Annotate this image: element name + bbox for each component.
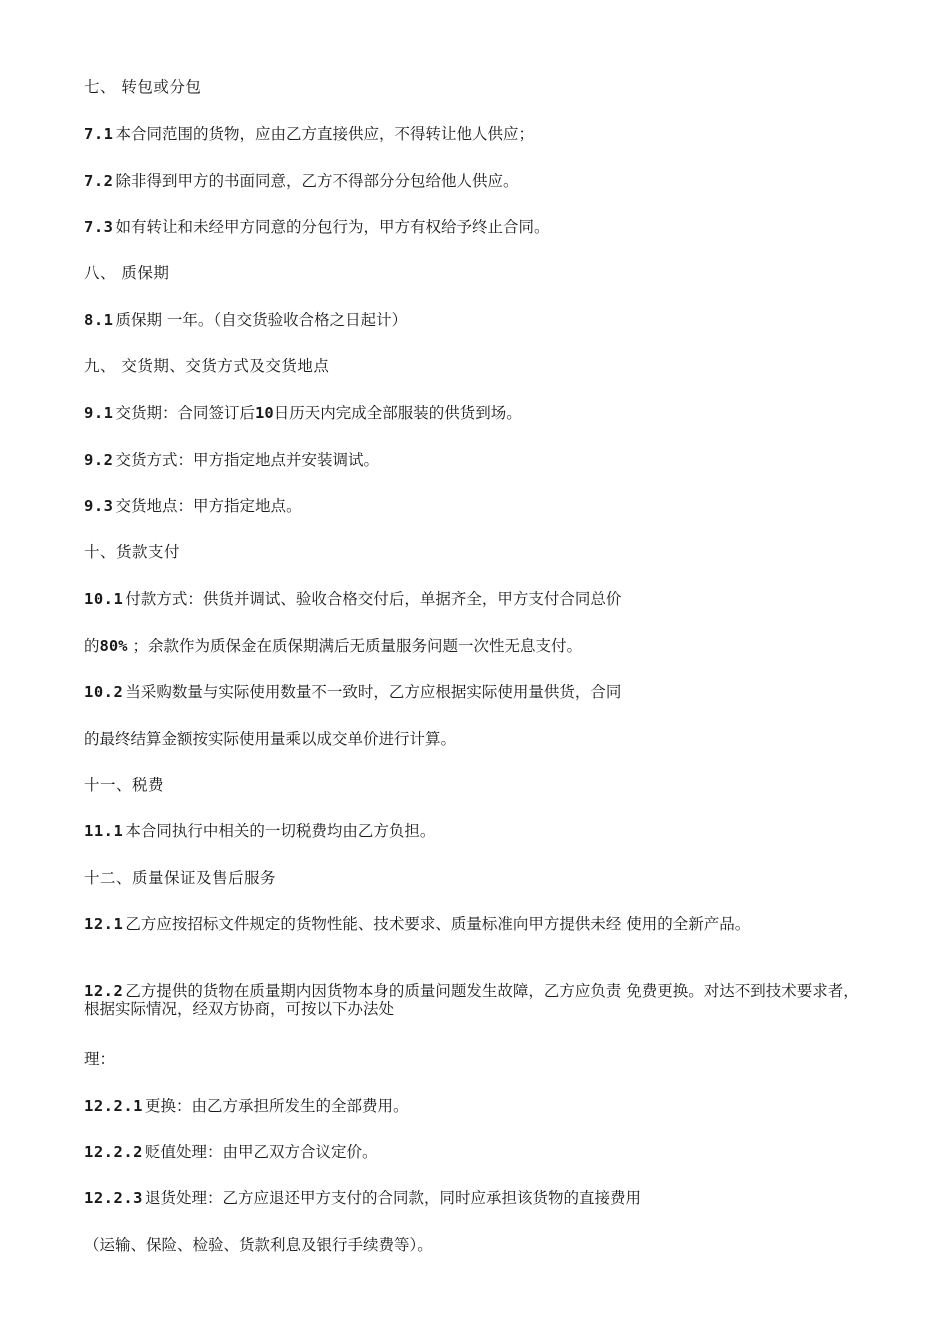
clause-7-2 <box>84 172 519 190</box>
section-heading-7 <box>84 78 201 96</box>
clause-12-1 <box>84 915 864 933</box>
clause-7-1 <box>84 125 534 143</box>
clause-number: 9.1 <box>84 404 114 422</box>
clause-number: 12.1 <box>84 915 124 933</box>
clause-text: 本合同执行中相关的一切税费均由乙方负担。 <box>125 822 436 840</box>
clause-12-2 <box>84 982 864 1018</box>
clause-number: 7.2 <box>84 172 114 190</box>
clause-9-1 <box>84 404 522 422</box>
clause-text: 退货处理：乙方应退还甲方支付的合同款，同时应承担该货物的直接费用 <box>145 1189 642 1207</box>
clause-12-2-2 <box>84 1143 378 1161</box>
clause-text: 理： <box>84 1050 116 1068</box>
clause-11-1 <box>84 822 435 840</box>
clause-number: 7.1 <box>84 125 114 143</box>
clause-text: 付款方式：供货并调试、验收合格交付后，单据齐全，甲方支付合同总价 <box>125 590 622 608</box>
clause-number: 10.2 <box>84 683 124 701</box>
clause-number: 12.2 <box>84 982 124 1000</box>
clause-12-2-3 <box>84 1189 641 1207</box>
clause-text-cont: ；余款作为质保金在质保期满后无质量服务问题一次性无息支付。 <box>127 637 582 655</box>
clause-10-2 <box>84 683 621 701</box>
heading-text: 七、 转包或分包 <box>84 78 202 96</box>
clause-9-3 <box>84 497 302 515</box>
heading-text: 十、货款支付 <box>84 543 181 561</box>
clause-text: （运输、保险、检验、货款利息及银行手续费等）。 <box>84 1236 433 1254</box>
clause-text: 交货期：合同签订后 <box>115 404 256 422</box>
clause-9-2 <box>84 451 379 469</box>
clause-number: 11.1 <box>84 822 124 840</box>
clause-text: 更换：由乙方承担所发生的全部费用。 <box>145 1097 409 1115</box>
clause-7-3 <box>84 218 550 236</box>
percent-value: 80% <box>99 637 128 655</box>
clause-number: 12.2.2 <box>84 1143 143 1161</box>
clause-10-2-cont <box>84 730 456 748</box>
section-heading-10 <box>84 543 180 561</box>
heading-text: 十二、质量保证及售后服务 <box>84 869 277 887</box>
section-heading-8 <box>84 264 169 282</box>
clause-text: 贬值处理：由甲乙双方合议定价。 <box>145 1143 378 1161</box>
heading-text: 十一、税费 <box>84 776 165 794</box>
clause-number: 9.2 <box>84 451 114 469</box>
clause-text: 除非得到甲方的书面同意，乙方不得部分分包给他人供应。 <box>115 172 519 190</box>
clause-text: 如有转让和未经甲方同意的分包行为，甲方有权给予终止合同。 <box>115 218 550 236</box>
clause-text: 的 <box>84 637 100 655</box>
clause-number: 7.3 <box>84 218 114 236</box>
clause-number: 9.3 <box>84 497 114 515</box>
clause-12-2-cont <box>84 1050 115 1068</box>
clause-number: 8.1 <box>84 311 114 329</box>
heading-text: 八、 质保期 <box>84 264 170 282</box>
clause-number: 12.2.1 <box>84 1097 143 1115</box>
clause-number: 10.1 <box>84 590 124 608</box>
clause-12-2-3-cont <box>84 1236 433 1254</box>
heading-text: 九、 交货期、交货方式及交货地点 <box>84 357 330 375</box>
clause-12-2-1 <box>84 1097 409 1115</box>
days-value: 10 <box>255 404 274 422</box>
clause-text: 乙方提供的货物在质量期内因货物本身的质量问题发生故障，乙方应负责 免费更换。对达不到技术要求者，根据实际情况，经双方协商，可按以下办法处 <box>84 982 859 1018</box>
clause-10-1-cont <box>84 637 582 655</box>
clause-text-cont: 日历天内完成全部服装的供货到场。 <box>273 404 522 422</box>
clause-text: 的最终结算金额按实际使用量乘以成交单价进行计算。 <box>84 730 457 748</box>
clause-text: 质保期 一年。（自交货验收合格之日起计） <box>115 311 408 329</box>
clause-text: 本合同范围的货物，应由乙方直接供应，不得转让他人供应； <box>115 125 535 143</box>
clause-text: 乙方应按招标文件规定的货物性能、技术要求、质量标准向甲方提供未经 使用的全新产品。 <box>125 915 751 933</box>
section-heading-12 <box>84 869 276 887</box>
section-heading-11 <box>84 776 164 794</box>
clause-text: 交货地点：甲方指定地点。 <box>115 497 302 515</box>
clause-number: 12.2.3 <box>84 1189 143 1207</box>
clause-8-1 <box>84 311 407 329</box>
clause-text: 交货方式：甲方指定地点并安装调试。 <box>115 451 380 469</box>
clause-10-1 <box>84 590 621 608</box>
section-heading-9 <box>84 357 329 375</box>
clause-text: 当采购数量与实际使用数量不一致时，乙方应根据实际使用量供货，合同 <box>125 683 622 701</box>
